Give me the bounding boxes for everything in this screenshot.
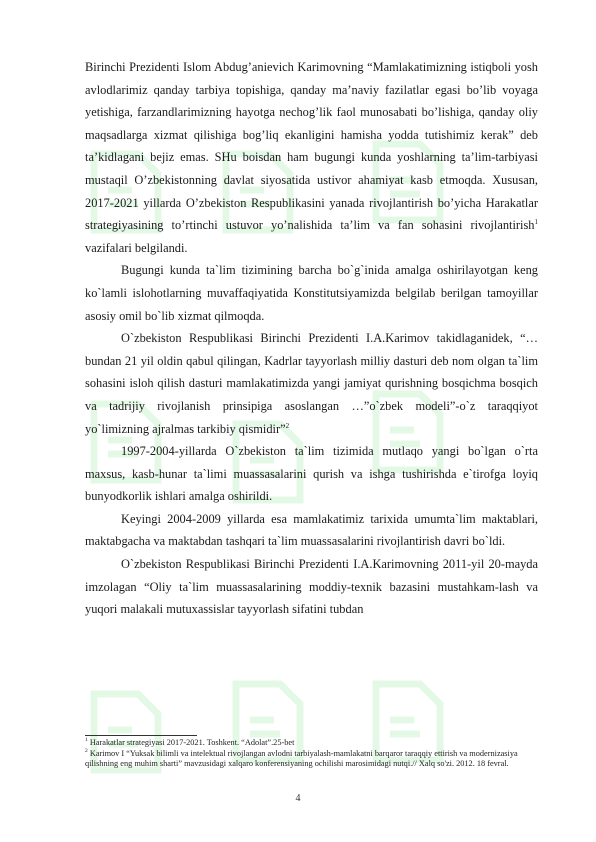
paragraph: Keyingi 2004-2009 yillarda esa mamlakatimiz tarixida umumta`lim maktablari, maktabgacha va maktabdan tashqari ta`lim muassasalarini rivojlantirish davri bo`ldi. [85, 511, 538, 549]
paragraph: O`zbekiston Respublikasi Birinchi Prezidenti I.A.Karimov takidlaganidek, “…bundan 21 yil oldin qabul qilingan, Kadrlar tayyorlash milliy dasturi deb nom olgan ta`lim sohasini isloh qilish dasturi mamlakatimizda yangi jamiyat qurishning bosqichma bosqich va tadrijiy rivojlanish prinsipiga asoslangan …”o`zbek modeli”-o`z taraqqiyot yo`limizning ajralmas tarkibiy qismidir”$^2$ [85, 331, 538, 436]
paragraph: 1997-2004-yillarda O`zbekiston ta`lim tizimida mutlaqo yangi bo`lgan o`rta maxsus, kasb-hunar ta`limi muassasalarini qurish va ishga tushirishda e`tirofga loyiq bunyodkorlik ishlari amalga oshirildi. [85, 444, 538, 504]
page-number: 4 [295, 793, 301, 804]
paragraph: Birinchi Prezidenti Islom Abdug’anievich Karimovning “Mamlakatimizning istiqboli yosh avlodlarimiz qanday tarbiya topishiga, qanday ma’naviy fazilatlar egasi bo’lib voyaga yetishiga, farzandlarimizning hayotga nechog’lik faol munosabati bo’lishiga, qanday oliy maqsadlarga xizmat qilishiga bog’liq ekanligini hamisha yodda tutishimiz kerak” deb ta’kidlagani bejiz emas. SHu boisdan ham bugungi kunda yoshlarning ta’lim-tarbiyasi mustaqil O’zbekistonning davlat siyosatida ustivor ahamiyat kasb etmoqda. Xususan, 2017-2021 yillarda O’zbekiston Respublikasini yanada rivojlantirish bo’yicha Harakatlar strategiyasining to’rtinchi ustuvor yo’nalishida ta’lim va fan sohasini rivojlantirish$^1$ vazifalari belgilandi. [85, 60, 538, 255]
footnote: $^2$ Karimov I “Yuksak bilimli va intelektual rivojlangan avlodni tarbiyalash-mamlakatni barqaror taraqqiy ettirish va modernizasiya qilishning eng muhim sharti” mavzusidagi xalqaro konferensiyaning ochilishi marosimidagi nutqi.// Xalq so'zi. 2012. 18 fevral. [85, 747, 518, 769]
footnote: $^1$ Harakatlar strategiyasi 2017-2021. Toshkent. “Adolat”.25-bet [85, 737, 295, 747]
footnote-divider [85, 735, 197, 736]
footnote-ref: 1 [534, 218, 538, 227]
body-text [85, 56, 538, 621]
paragraph: O`zbekiston Respublikasi Birinchi Prezidenti I.A.Karimovning 2011-yil 20-mayda imzolagan “Oliy ta`lim muassasalarining moddiy-texnik bazasini mustahkam-lash va yuqori malakali mutuxassislar tayyorlash sifatini tubdan [85, 557, 538, 617]
paragraph: Bugungi kunda ta`lim tizimining barcha bo`g`inida amalga oshirilayotgan keng ko`lamli islohotlarning muvaffaqiyatida Konstitutsiyamizda belgilab berilgan tamoyillar asosiy omil bo`lib xizmat qilmoqda. [85, 263, 538, 323]
footnote-ref: 2 [285, 421, 290, 430]
footnotes [85, 738, 540, 770]
